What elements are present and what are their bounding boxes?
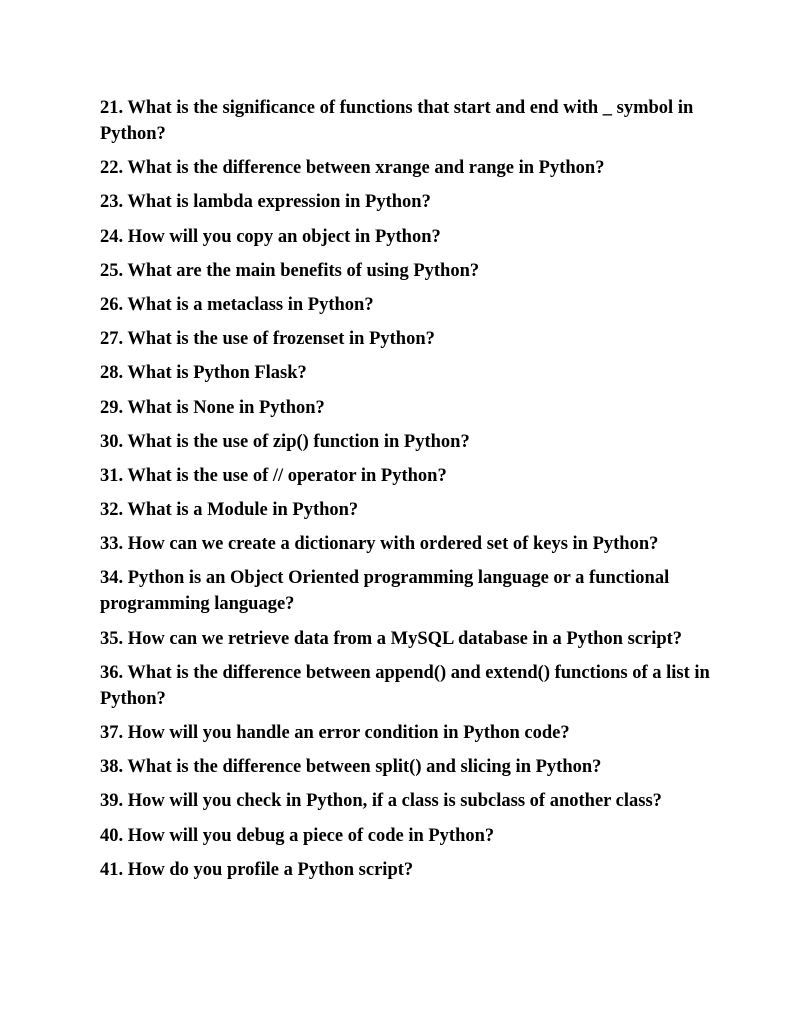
question-item: 26. What is a metaclass in Python?	[100, 294, 374, 315]
question-item: 37. How will you handle an error condition in Python code?	[100, 723, 570, 743]
question-item: 23. What is lambda expression in Python?	[100, 192, 431, 213]
question-item: 27. What is the use of frozenset in Python?	[100, 329, 435, 350]
question-item: 38. What is the difference between split() and slicing in Python?	[100, 757, 602, 778]
question-list	[100, 95, 710, 891]
question-item: 35. How can we retrieve data from a MySQL database in a Python script?	[100, 628, 683, 649]
question-item: 24. How will you copy an object in Python?	[100, 226, 441, 247]
question-item: 29. What is None in Python?	[100, 397, 325, 418]
question-item: 28. What is Python Flask?	[100, 363, 307, 384]
question-item: 22. What is the difference between xrange and range in Python?	[100, 158, 605, 179]
question-item: 36. What is the difference between append() and extend() functions of a list in Python?	[100, 662, 710, 709]
question-item: 33. How can we create a dictionary with ordered set of keys in Python?	[100, 534, 659, 555]
question-item: 30. What is the use of zip() function in Python?	[100, 431, 470, 452]
question-item: 41. How do you profile a Python script?	[100, 859, 414, 880]
question-item: 32. What is a Module in Python?	[100, 500, 359, 521]
question-item: 34. Python is an Object Oriented programming language or a functional programming language?	[100, 568, 670, 615]
question-item: 21. What is the significance of functions that start and end with _ symbol in Python?	[100, 98, 694, 144]
question-item: 25. What are the main benefits of using Python?	[100, 260, 480, 281]
question-item: 39. How will you check in Python, if a class is subclass of another class?	[100, 791, 662, 812]
question-item: 40. How will you debug a piece of code in Python?	[100, 825, 495, 846]
question-item: 31. What is the use of // operator in Python?	[100, 465, 447, 486]
